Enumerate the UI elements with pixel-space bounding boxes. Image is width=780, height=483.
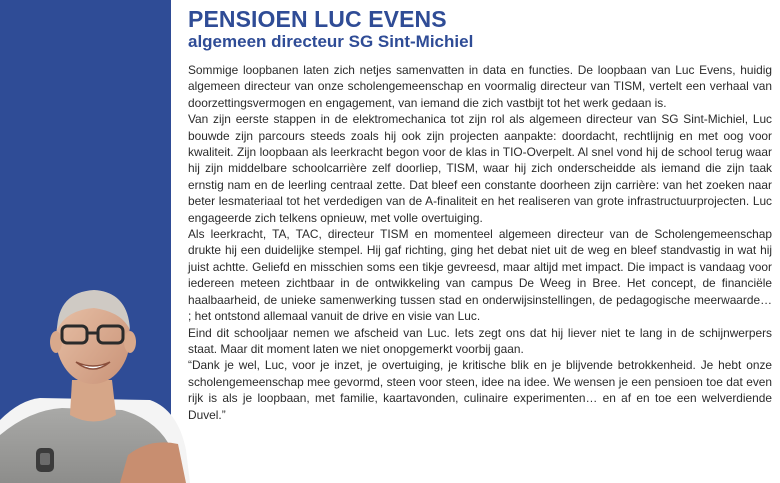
portrait-photo — [0, 250, 190, 483]
paragraph: Van zijn eerste stappen in de elektromechanica tot zijn rol als algemeen directeur van SG Sint-Michiel, Luc bouwde zijn parcours steeds zoals hij ook zijn projecten aanpakte: doordacht, rechtlijnig en met oog voor kwaliteit. Zijn loopbaan als leerkracht begon voor de klas in TIO-Overpelt. Al snel vond hij de school terug waar hij zijn middelbare schoolcarrière zelf doorliep, TISM, waar hij zich onderscheidde als iemand die zijn taak ernstig nam en de leerling centraal zette. Dat bleef een constante doorheen zijn carrière: van het zoeken naar beter lesmateriaal tot het verdedigen van de A-finaliteit en het realiseren van grote infrastructuurprojecten. Luc engageerde zich telkens opnieuw, met volle overtuiging. — [188, 112, 772, 225]
paragraph: Sommige loopbanen laten zich netjes samenvatten in data en functies. De loopbaan van Luc Evens, huidig algemeen directeur van onze scholengemeenschap en voormalig directeur van TISM, vertelt een verhaal van doorzettingsvermogen en engagement, van iemand die zich vastbijt tot het werk gedaan is. — [188, 63, 772, 110]
article-body — [188, 62, 772, 423]
paragraph: Als leerkracht, TA, TAC, directeur TISM en momenteel algemeen directeur van de Scholengemeenschap drukte hij een duidelijke stempel. Hij gaf richting, ging het debat niet uit de weg en bleef standvastig in wat hij juist achtte. Geliefd en misschien soms een tikje gevreesd, maar altijd met impact. Die impact is vandaag voor iedereen meteen zichtbaar in de ontwikkeling van campus De Weeg in Bree. Het concept, de financiële haalbaarheid, de unieke samenwerking tussen stad en onderwijsinstellingen, de pedagogische meerwaarde… ; het ontstond allemaal vanuit de drive en visie van Luc. — [188, 227, 772, 324]
article-subtitle: algemeen directeur SG Sint-Michiel — [188, 32, 474, 51]
article — [188, 0, 772, 483]
paragraph: “Dank je wel, Luc, voor je inzet, je overtuiging, je kritische blik en je blijvende betrokkenheid. Je hebt onze scholengemeenschap mee gevormd, steen voor steen, idee na idee. We wensen je een pensioen toe dat even rijk is als je loopbaan, met familie, kaartavonden, culinaire experimenten… en af en toe een welverdiende Duvel.” — [188, 358, 772, 422]
paragraph: Eind dit schooljaar nemen we afscheid van Luc. Iets zegt ons dat hij liever niet te lang in de schijnwerpers staat. Maar dit moment laten we niet onopgemerkt voorbij gaan. — [188, 325, 772, 356]
article-title: PENSIOEN LUC EVENS — [188, 6, 447, 32]
